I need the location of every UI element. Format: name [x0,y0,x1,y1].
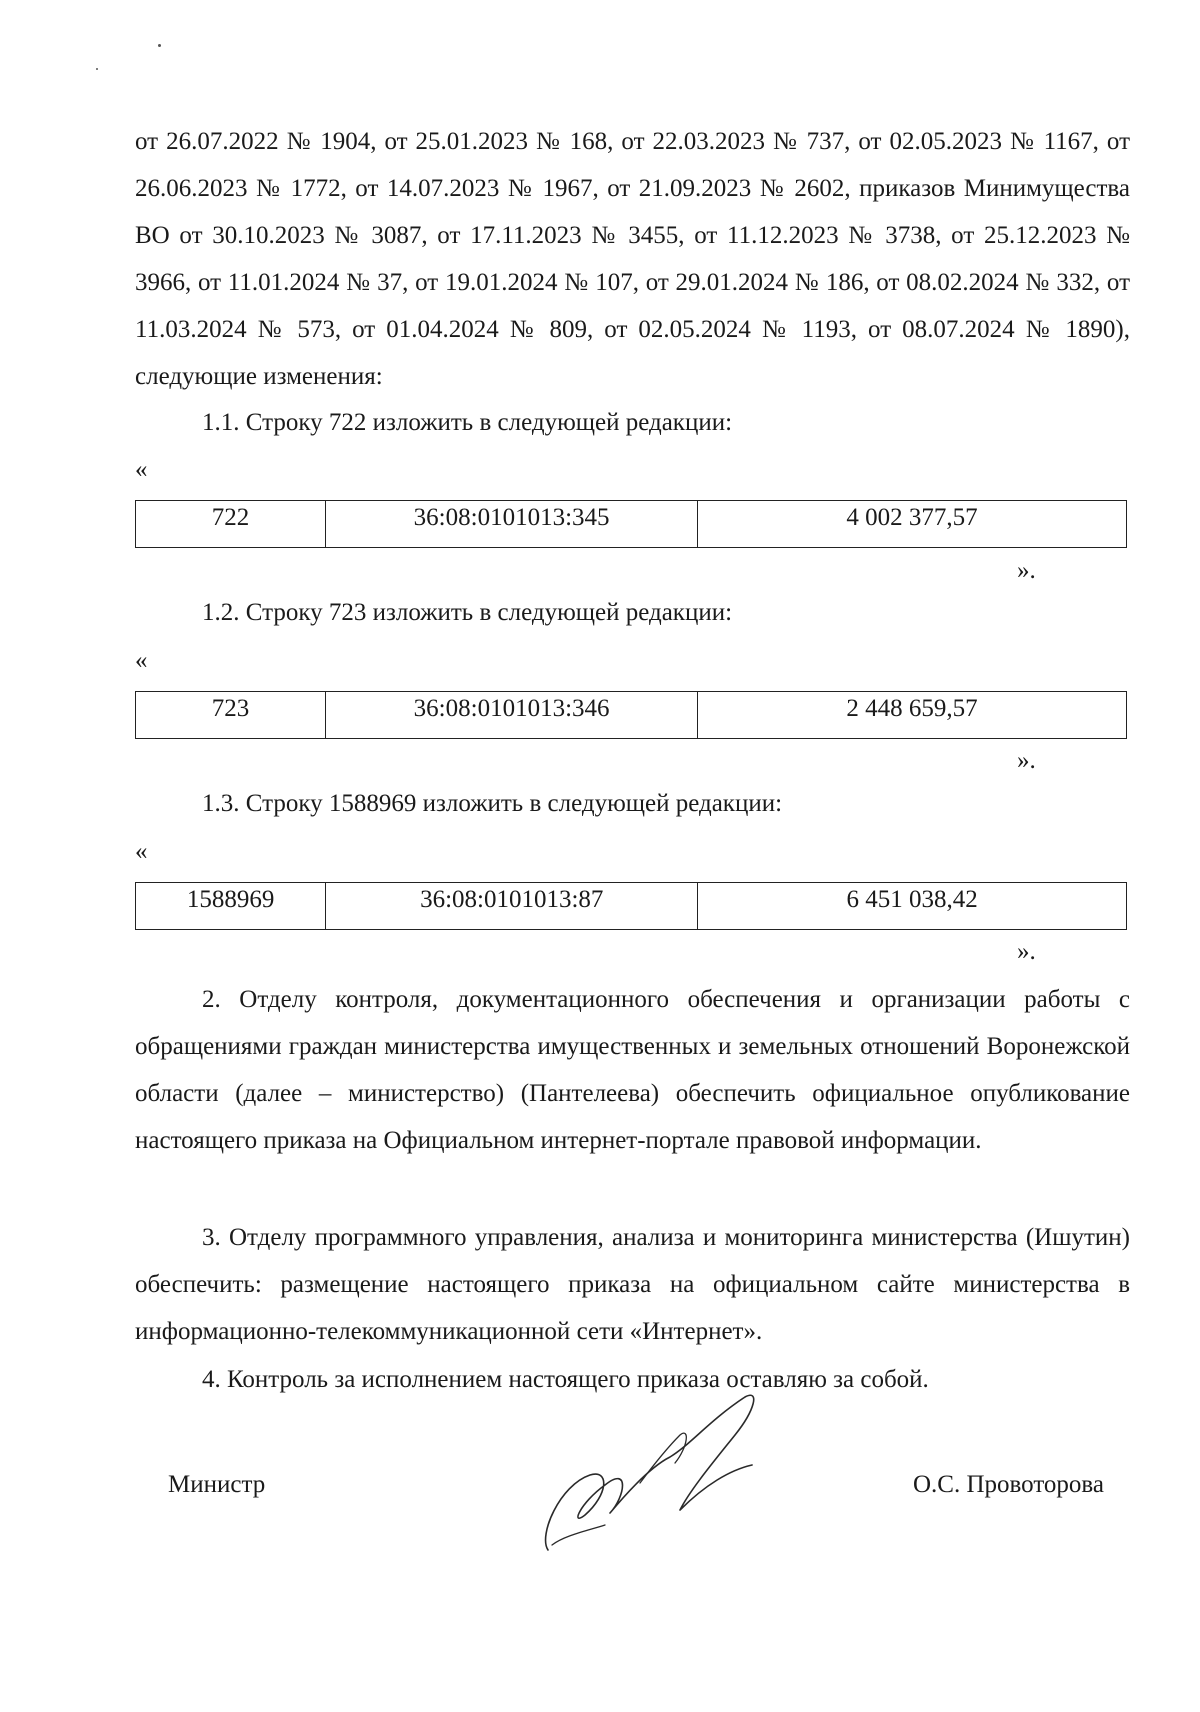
amendment-table [135,691,1127,739]
handwritten-signature [530,1385,810,1565]
cadastral-number-cell: 36:08:0101013:346 [326,692,698,739]
paragraph-website: 3. Отделу программного управления, анализа и мониторинга министерства (Ишутин) обеспечить: размещение настоящего приказа на официальном сайте министерства в информационно-телекоммуникационной сети «Интернет». [135,1224,1130,1345]
scan-speck [158,44,161,47]
signatory-position: Министр [168,1471,266,1498]
cadastral-value-cell: 2 448 659,57 [698,692,1127,739]
table-row [136,883,1127,930]
open-quote: « [135,456,148,483]
row-number-cell: 722 [136,501,326,548]
close-quote: ». [1017,747,1036,774]
cadastral-value-cell: 4 002 377,57 [698,501,1127,548]
table-row [136,501,1127,548]
amendment-heading: 1.3. Строку 1588969 изложить в следующей редакции: [202,790,783,817]
row-number-cell: 723 [136,692,326,739]
cadastral-number-cell: 36:08:0101013:87 [326,883,698,930]
amendment-heading: 1.2. Строку 723 изложить в следующей редакции: [202,599,733,626]
paragraph-control: 4. Контроль за исполнением настоящего приказа оставляю за собой. [202,1366,929,1393]
paragraph-publication: 2. Отделу контроля, документационного обеспечения и организации работы с обращениями граждан министерства имущественных и земельных отношений Воронежской области (далее – министерство) (Пантелеева) обеспечить официальное опубликование настоящего приказа на Официальном интернет-портале правовой информации. [135,986,1130,1154]
close-quote: ». [1017,938,1036,965]
row-number-cell: 1588969 [136,883,326,930]
amendment-heading: 1.1. Строку 722 изложить в следующей редакции: [202,409,733,436]
amendment-table [135,882,1127,930]
scan-speck [96,68,98,70]
open-quote: « [135,838,148,865]
amendment-table [135,500,1127,548]
open-quote: « [135,647,148,674]
table-row [136,692,1127,739]
close-quote: ». [1017,557,1036,584]
intro-paragraph: от 26.07.2022 № 1904, от 25.01.2023 № 168, от 22.03.2023 № 737, от 02.05.2023 № 1167, от 26.06.2023 № 1772, от 14.07.2023 № 1967, от 21.09.2023 № 2602, приказов Минимущества ВО от 30.10.2023 № 3087, от 17.11.2023 № 3455, от 11.12.2023 № 3738, от 25.12.2023 № 3966, от 11.01.2024 № 37, от 19.01.2024 № 107, от 29.01.2024 № 186, от 08.02.2024 № 332, от 11.03.2024 № 573, от 01.04.2024 № 809, от 02.05.2024 № 1193, от 08.07.2024 № 1890), следующие изменения: [135,128,1130,390]
signatory-name: О.С. Провоторова [913,1471,1105,1498]
cadastral-value-cell: 6 451 038,42 [698,883,1127,930]
cadastral-number-cell: 36:08:0101013:345 [326,501,698,548]
